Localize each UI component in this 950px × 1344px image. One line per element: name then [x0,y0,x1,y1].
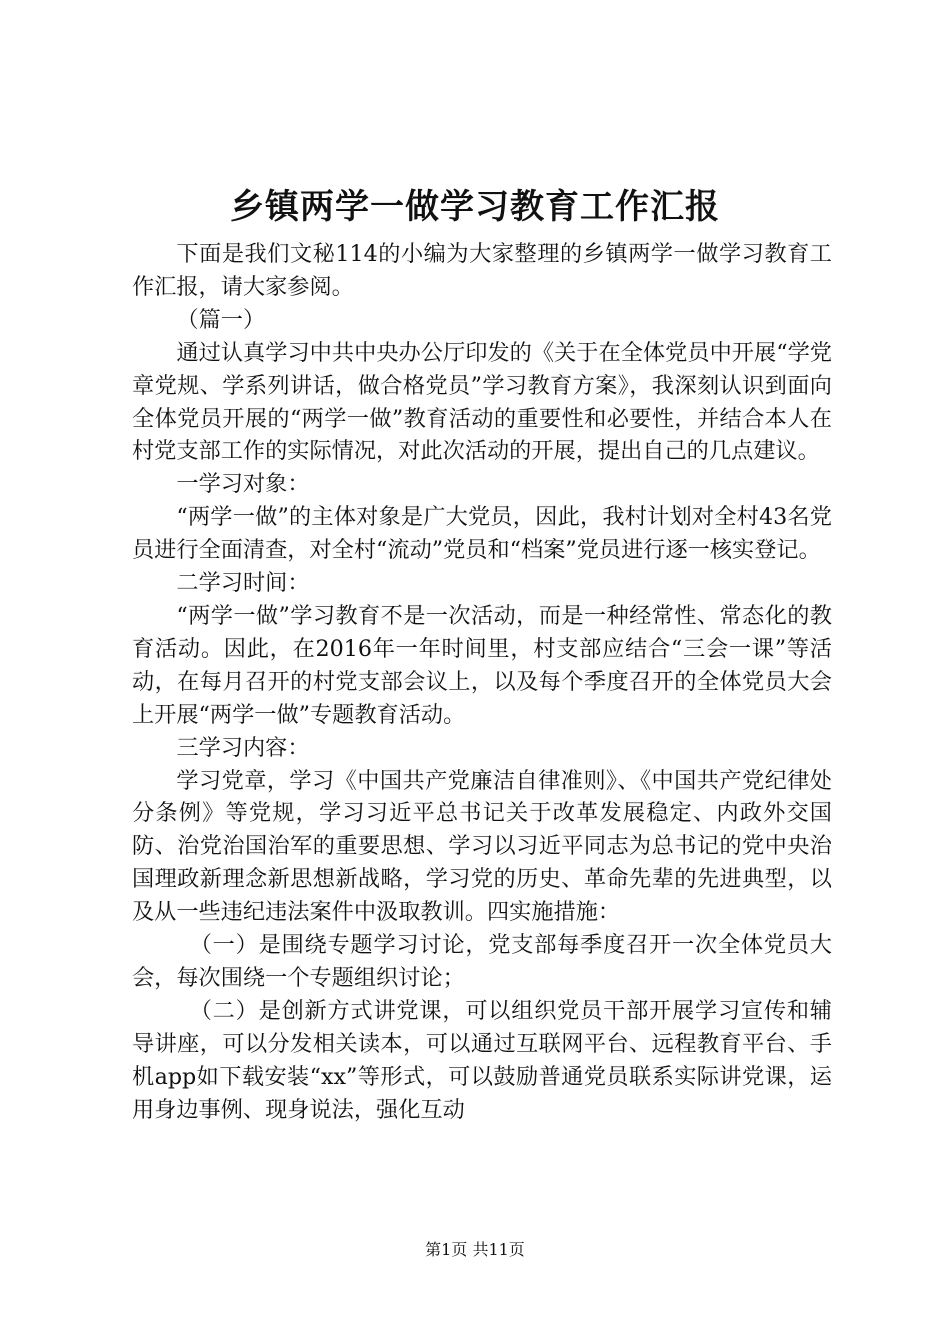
paragraph-overview: 通过认真学习中共中央办公厅印发的《关于在全体党员中开展“学党章党规、学系列讲话，做合格党员”学习教育方案》，我深刻认识到面向全体党员开展的“两学一做”教育活动的重要性和必要性，并结合本人在村党支部工作的实际情况，对此次活动的开展，提出自己的几点建议。 [132,339,832,465]
paragraph-study-content: 学习党章，学习《中国共产党廉洁自律准则》、《中国共产党纪律处分条例》等党规，学习习近平总书记关于改革发展稳定、内政外交国防、治党治国治军的重要思想、学习以习近平同志为总书记的党中央治国理政新理念新思想新战略，学习党的历史、革命先辈的先进典型，以及从一些违纪违法案件中汲取教训。四实施措施： [132,767,832,926]
page-number-footer: 第1页 共11页 [425,1240,525,1259]
paragraph-measure-one: （一）是围绕专题学习讨论，党支部每季度召开一次全体党员大会，每次围绕一个专题组织讨论； [132,932,832,991]
paragraph-study-time: “两学一做”学习教育不是一次活动，而是一种经常性、常态化的教育活动。因此，在2016年一年时间里，村支部应结合“三会一课”等活动，在每月召开的村党支部会议上，以及每个季度召开的全体党员大会上开展“两学一做”专题教育活动。 [132,602,832,728]
paragraph-measure-two: （二）是创新方式讲党课，可以组织党员干部开展学习宣传和辅导讲座，可以分发相关读本，可以通过互联网平台、远程教育平台、手机app如下载安装“xx”等形式，可以鼓励普通党员联系实际讲党课，运用身边事例、现身说法，强化互动 [132,997,832,1123]
intro-paragraph: 下面是我们文秘114的小编为大家整理的乡镇两学一做学习教育工作汇报，请大家参阅。 [132,241,832,300]
document-body [132,238,832,1126]
heading-study-target: 一学习对象： [176,471,310,498]
heading-study-content: 三学习内容： [176,734,310,761]
heading-study-time: 二学习时间： [176,570,310,597]
section-label-part-one: （篇一） [176,306,266,333]
paragraph-study-target: “两学一做”的主体对象是广大党员，因此，我村计划对全村43名党员进行全面清查，对全村“流动”党员和“档案”党员进行逐一核实登记。 [132,504,832,564]
document-title: 乡镇两学一做学习教育工作汇报 [230,187,720,227]
